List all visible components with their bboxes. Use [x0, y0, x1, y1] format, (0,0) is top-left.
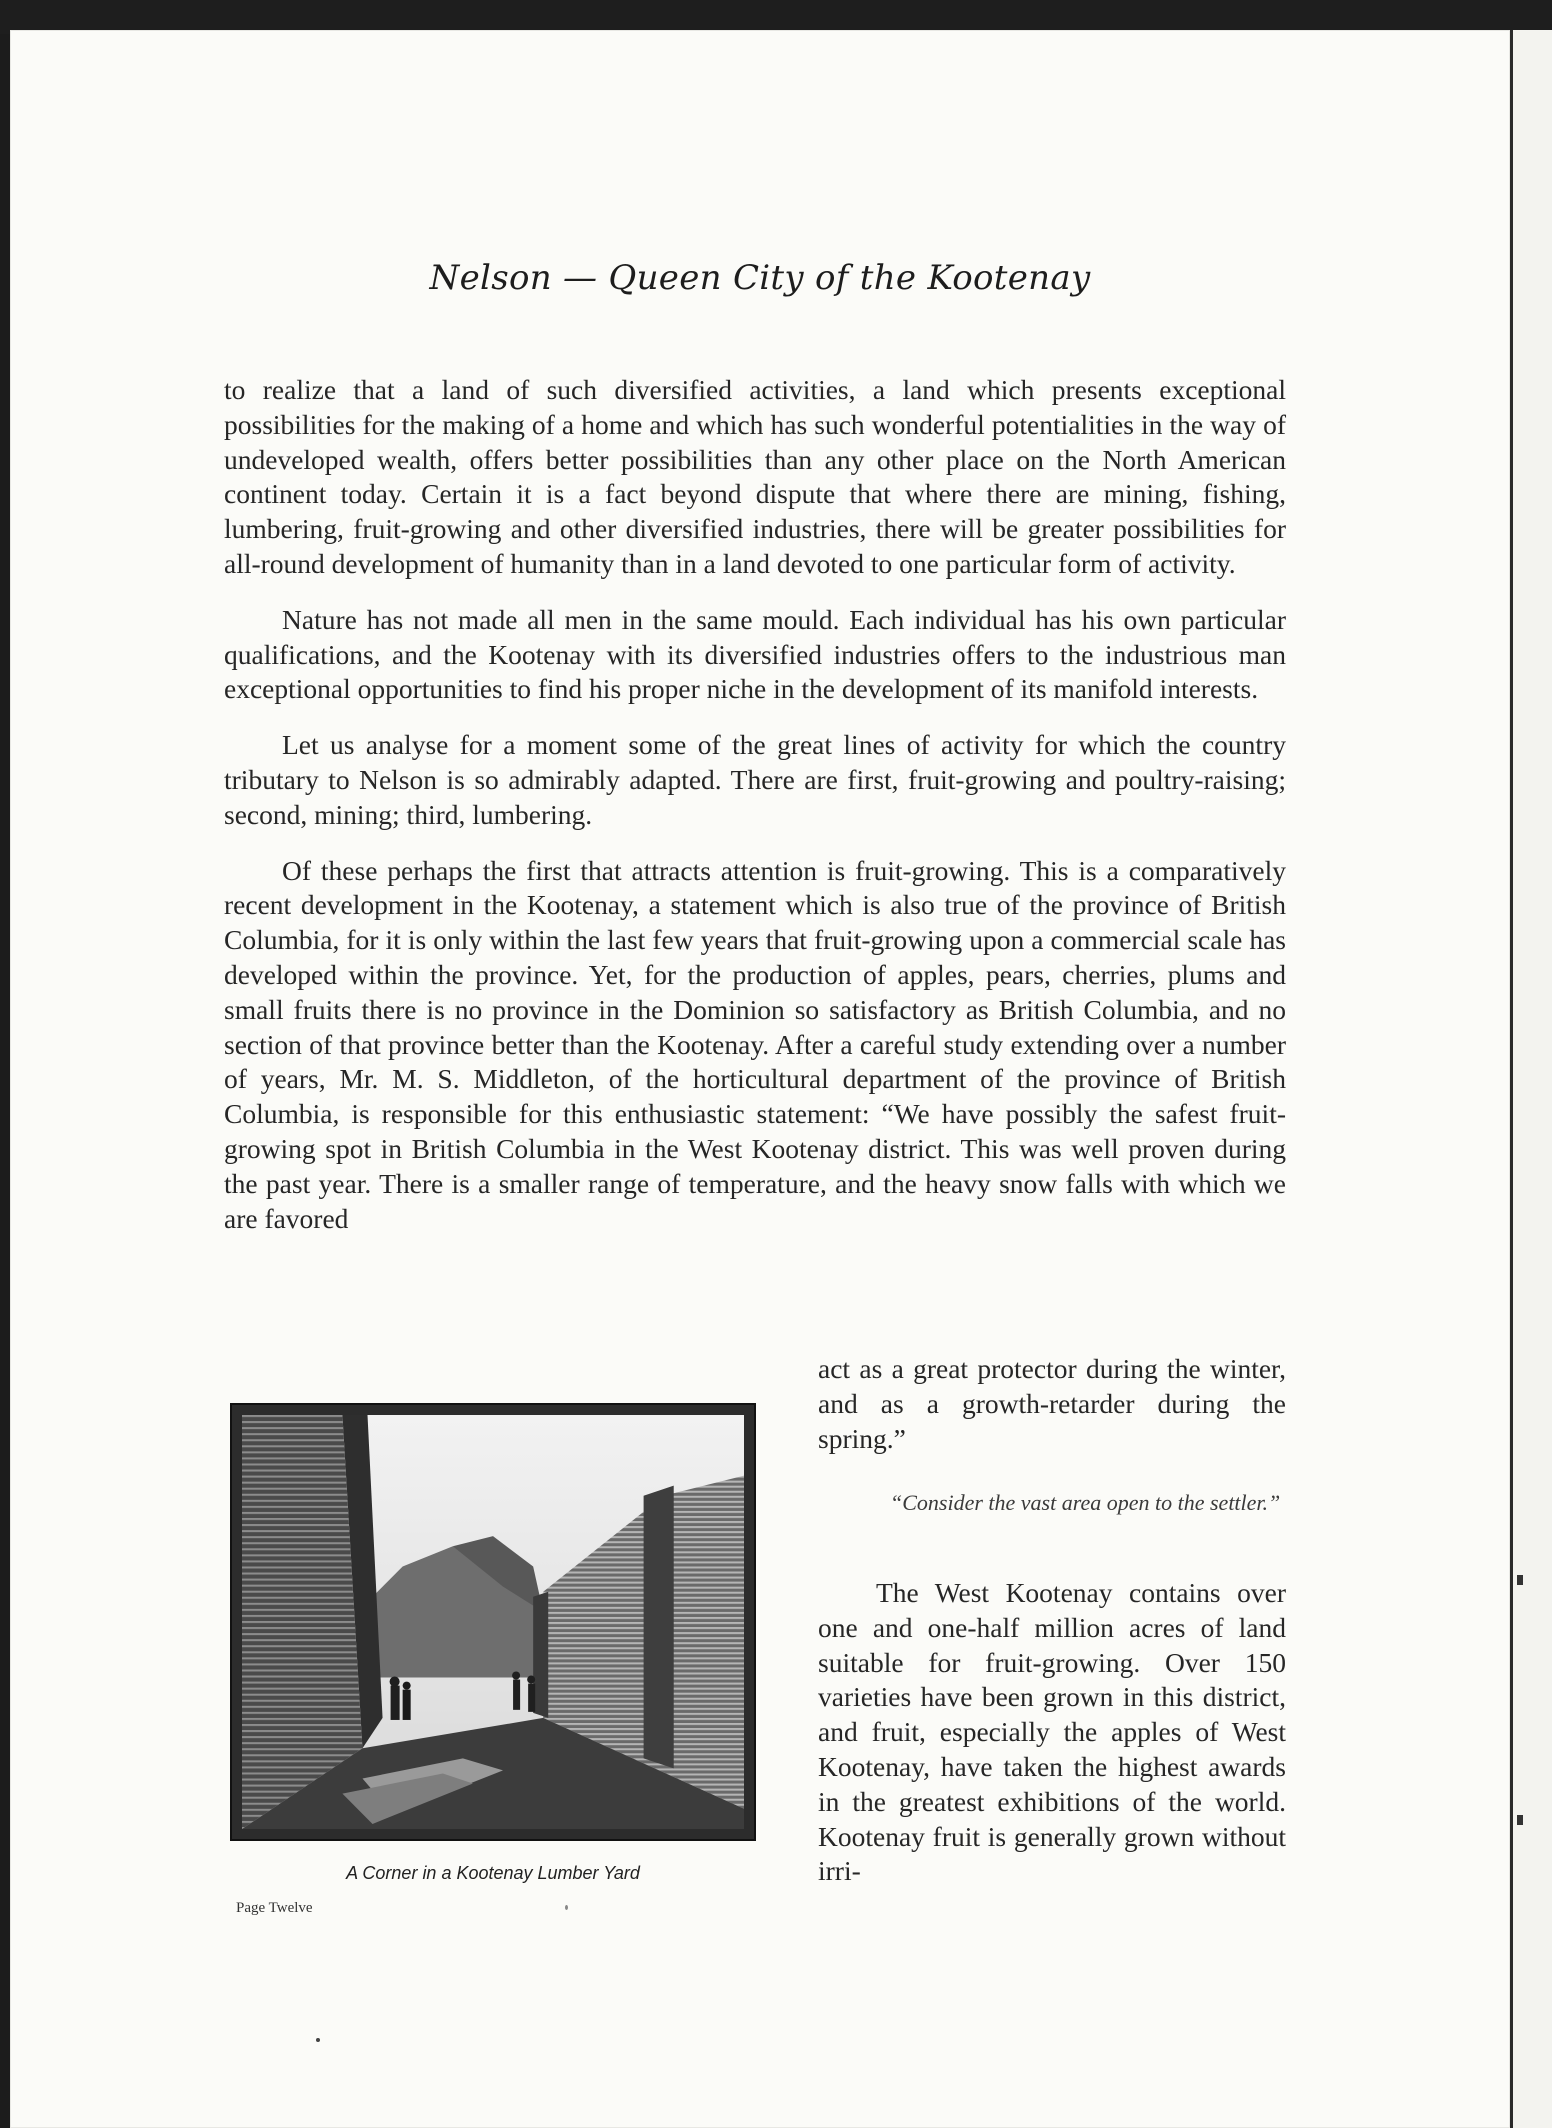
page-header-title: Nelson — Queen City of the Kootenay [429, 258, 1091, 298]
page [10, 30, 1510, 2128]
scan-speck [565, 1905, 568, 1910]
scan-edge-tick [1517, 1815, 1523, 1825]
paragraph-continuation: to realize that a land of such diversified activities, a land which presents exceptional possibilities for the making of a home and which has such wonderful potentialities in the way of undeveloped wealth, offers better possibilities than any other place on the North American continent today. Certain it is a fact beyond dispute that where there are mining, fishing, lumbering, fruit-growing and other diversified industries, there will be greater possibilities for all-round development of humanity than in a land devoted to one particular form of activity. [224, 374, 1286, 579]
paragraph-fruit-growing: Of these perhaps the first that attracts attention is fruit-growing. This is a comparatively recent development in the Kootenay, a statement which is also true of the province of British Columbia, for it is only within the last few years that fruit-growing upon a commercial scale has developed within the province. Yet, for the production of apples, pears, cherries, plums and small fruits there is no province in the Dominion so satisfactory as British Columbia, and no section of that province better than the Kootenay. After a careful study extending over a number of years, Mr. M. S. Middleton, of the horticultural department of the province of British Columbia, is responsible for this enthusiastic statement: “We have possibly the safest fruit-growing spot in British Columbia in the West Kootenay district. This was well proven during the past year. There is a smaller range of temperature, and the heavy snow falls with which we are favored [224, 854, 1286, 1234]
main-text-column [224, 373, 1286, 1236]
lumber-yard-photo [230, 1403, 756, 1841]
lumber-yard-photo-image [242, 1415, 744, 1829]
quote-continuation: act as a great protector during the winter, and as a growth-retarder during the spring.” [818, 1353, 1286, 1454]
paragraph-west-kootenay: The West Kootenay contains over one and one-half million acres of land suitable for fruit-growing. Over 150 varieties have been grown in this district, and fruit, especially the apples of West Kootenay, have taken the highest awards in the greatest exhibitions of the world. Kootenay fruit is generally grown without irri- [818, 1577, 1286, 1887]
scan-top-border [0, 0, 1552, 34]
scan-speck [316, 2038, 320, 2042]
paragraph-analyse: Let us analyse for a moment some of the great lines of activity for which the country tributary to Nelson is so admirably adapted. There are first, fruit-growing and poultry-raising; second, mining; third, lumbering. [224, 729, 1286, 830]
scan-edge-tick [1517, 1575, 1523, 1585]
photo-caption: A Corner in a Kootenay Lumber Yard [346, 1863, 640, 1883]
final-paragraph-column [818, 1576, 1286, 1889]
scan-right-edge [1510, 30, 1552, 2128]
pull-quote: “Consider the vast area open to the settler.” [890, 1490, 1281, 1515]
paragraph-nature: Nature has not made all men in the same mould. Each individual has his own particular qualifications, and the Kootenay with its diversified industries offers to the industrious man exceptional opportunities to find his proper niche in the development of its manifold interests. [224, 603, 1286, 705]
page-number: Page Twelve [236, 1900, 313, 1916]
quote-continuation-column [818, 1352, 1286, 1456]
